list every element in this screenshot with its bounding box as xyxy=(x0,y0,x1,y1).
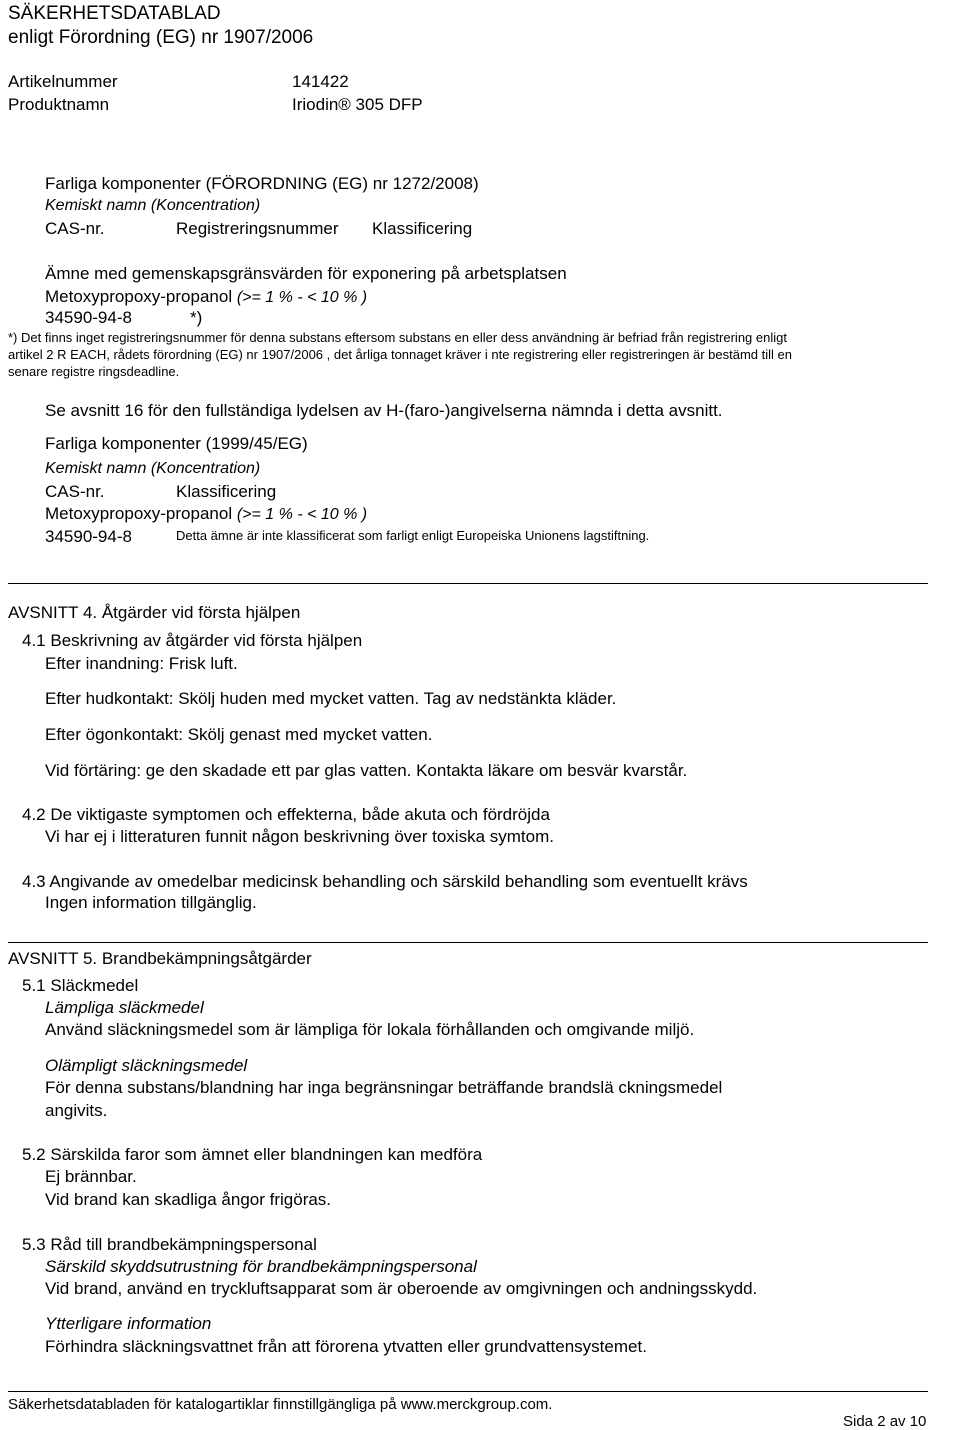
hazard-1272-heading: Farliga komponenter (FÖRORDNING (EG) nr 1272/2008) xyxy=(45,174,479,193)
chem-name-label: Kemiskt namn (Koncentration) xyxy=(45,197,261,214)
section-4-2-text: Vi har ej i litteraturen funnit någon beskrivning över toxiska symtom. xyxy=(45,827,554,846)
unsuitable-media-label: Olämpligt släckningsmedel xyxy=(45,1056,248,1075)
section-4-title: AVSNITT 4. Åtgärder vid första hjälpen xyxy=(8,603,301,622)
col-cas-header: CAS-nr. xyxy=(45,219,105,238)
section-4-2-title: 4.2 De viktigaste symptomen och effekterna, både akuta och fördröjda xyxy=(22,805,550,824)
section-4-divider xyxy=(8,583,928,584)
first-aid-inhalation: Efter inandning: Frisk luft. xyxy=(45,654,238,673)
substance-concentration: (>= 1 % - < 10 % ) xyxy=(236,289,368,306)
col-registration-header: Registreringsnummer xyxy=(176,219,339,238)
first-aid-skin: Efter hudkontakt: Skölj huden med mycket vatten. Tag av nedstänkta kläder. xyxy=(45,689,617,708)
substance-name: Metoxypropoxy-propanol (>= 1 % - < 10 % ) xyxy=(45,287,368,306)
substance-cas-1999: 34590-94-8 xyxy=(45,527,132,546)
chem-name-label-1999: Kemiskt namn (Koncentration) xyxy=(45,460,261,477)
article-number-label: Artikelnummer xyxy=(8,72,118,91)
first-aid-ingestion: Vid förtäring: ge den skadade ett par glas vatten. Kontakta läkare om besvär kvarstår. xyxy=(45,761,688,780)
footnote-line-2: artikel 2 R EACH, rådets förordning (EG) nr 1907/2006 , det årliga tonnaget kräver i nte registrering eller registreringen är bestämd till en xyxy=(8,347,792,362)
substance-registration: *) xyxy=(190,308,203,327)
document-title: SÄKERHETSDATABLAD xyxy=(8,3,221,24)
section-4-1-title: 4.1 Beskrivning av åtgärder vid första hjälpen xyxy=(22,631,363,650)
protective-equipment-text: Vid brand, använd en tryckluftsapparat som är oberoende av omgivningen och andningsskydd. xyxy=(45,1279,758,1298)
substance-name-1999: Metoxypropoxy-propanol (>= 1 % - < 10 % ) xyxy=(45,504,368,523)
section-4-3-title: 4.3 Angivande av omedelbar medicinsk behandling och särskild behandling som eventuellt krävs xyxy=(22,872,748,891)
footer-note: Säkerhetsdatabladen för katalogartiklar finnstillgängliga på www.merckgroup.com. xyxy=(8,1396,553,1413)
col-classification-header-1999: Klassificering xyxy=(176,482,277,501)
hazard-1999-heading: Farliga komponenter (1999/45/EG) xyxy=(45,434,308,453)
regulation-subtitle: enligt Förordning (EG) nr 1907/2006 xyxy=(8,27,314,48)
section-5-2-title: 5.2 Särskilda faror som ämnet eller blandningen kan medföra xyxy=(22,1145,483,1164)
product-name-value: Iriodin® 305 DFP xyxy=(292,95,423,114)
exposure-limit-heading: Ämne med gemenskapsgränsvärden för exponering på arbetsplatsen xyxy=(45,264,567,283)
product-name-label: Produktnamn xyxy=(8,95,110,114)
section-5-2-text-2: Vid brand kan skadliga ångor frigöras. xyxy=(45,1190,332,1209)
substance-concentration-1999: (>= 1 % - < 10 % ) xyxy=(236,506,368,523)
first-aid-eye: Efter ögonkontakt: Skölj genast med mycket vatten. xyxy=(45,725,433,744)
section-5-title: AVSNITT 5. Brandbekämpningsåtgärder xyxy=(8,949,312,968)
substance-classification-1999: Detta ämne är inte klassificerat som farligt enligt Europeiska Unionens lagstiftning. xyxy=(176,528,650,543)
footer-divider xyxy=(8,1391,928,1392)
further-info-text: Förhindra släckningsvattnet från att förorena ytvatten eller grundvattensystemet. xyxy=(45,1337,647,1356)
footnote-line-3: senare registre ringsdeadline. xyxy=(8,364,180,379)
suitable-media-label: Lämpliga släckmedel xyxy=(45,998,204,1017)
unsuitable-media-text-1: För denna substans/blandning har inga begränsningar beträffande brandslä ckningsmedel xyxy=(45,1078,723,1097)
article-number-value: 141422 xyxy=(292,72,349,91)
page-number: Sida 2 av 10 xyxy=(843,1413,927,1430)
section-4-3-text: Ingen information tillgänglig. xyxy=(45,893,257,912)
further-info-label: Ytterligare information xyxy=(45,1314,212,1333)
see-section-16-note: Se avsnitt 16 för den fullständiga lydelsen av H-(faro-)angivelserna nämnda i detta avsnitt. xyxy=(45,401,723,420)
section-5-divider xyxy=(8,942,928,943)
section-5-3-title: 5.3 Råd till brandbekämpningspersonal xyxy=(22,1235,317,1254)
col-classification-header: Klassificering xyxy=(372,219,473,238)
unsuitable-media-text-2: angivits. xyxy=(45,1101,108,1120)
protective-equipment-label: Särskild skyddsutrustning för brandbekämpningspersonal xyxy=(45,1257,477,1276)
col-cas-header-1999: CAS-nr. xyxy=(45,482,105,501)
suitable-media-text: Använd släckningsmedel som är lämpliga för lokala förhållanden och omgivande miljö. xyxy=(45,1020,695,1039)
substance-cas: 34590-94-8 xyxy=(45,308,132,327)
section-5-2-text-1: Ej brännbar. xyxy=(45,1167,137,1186)
section-5-1-title: 5.1 Släckmedel xyxy=(22,976,139,995)
footnote-line-1: *) Det finns inget registreringsnummer för denna substans eftersom substans en eller dess användning är befriad från registrering enligt xyxy=(8,330,787,345)
